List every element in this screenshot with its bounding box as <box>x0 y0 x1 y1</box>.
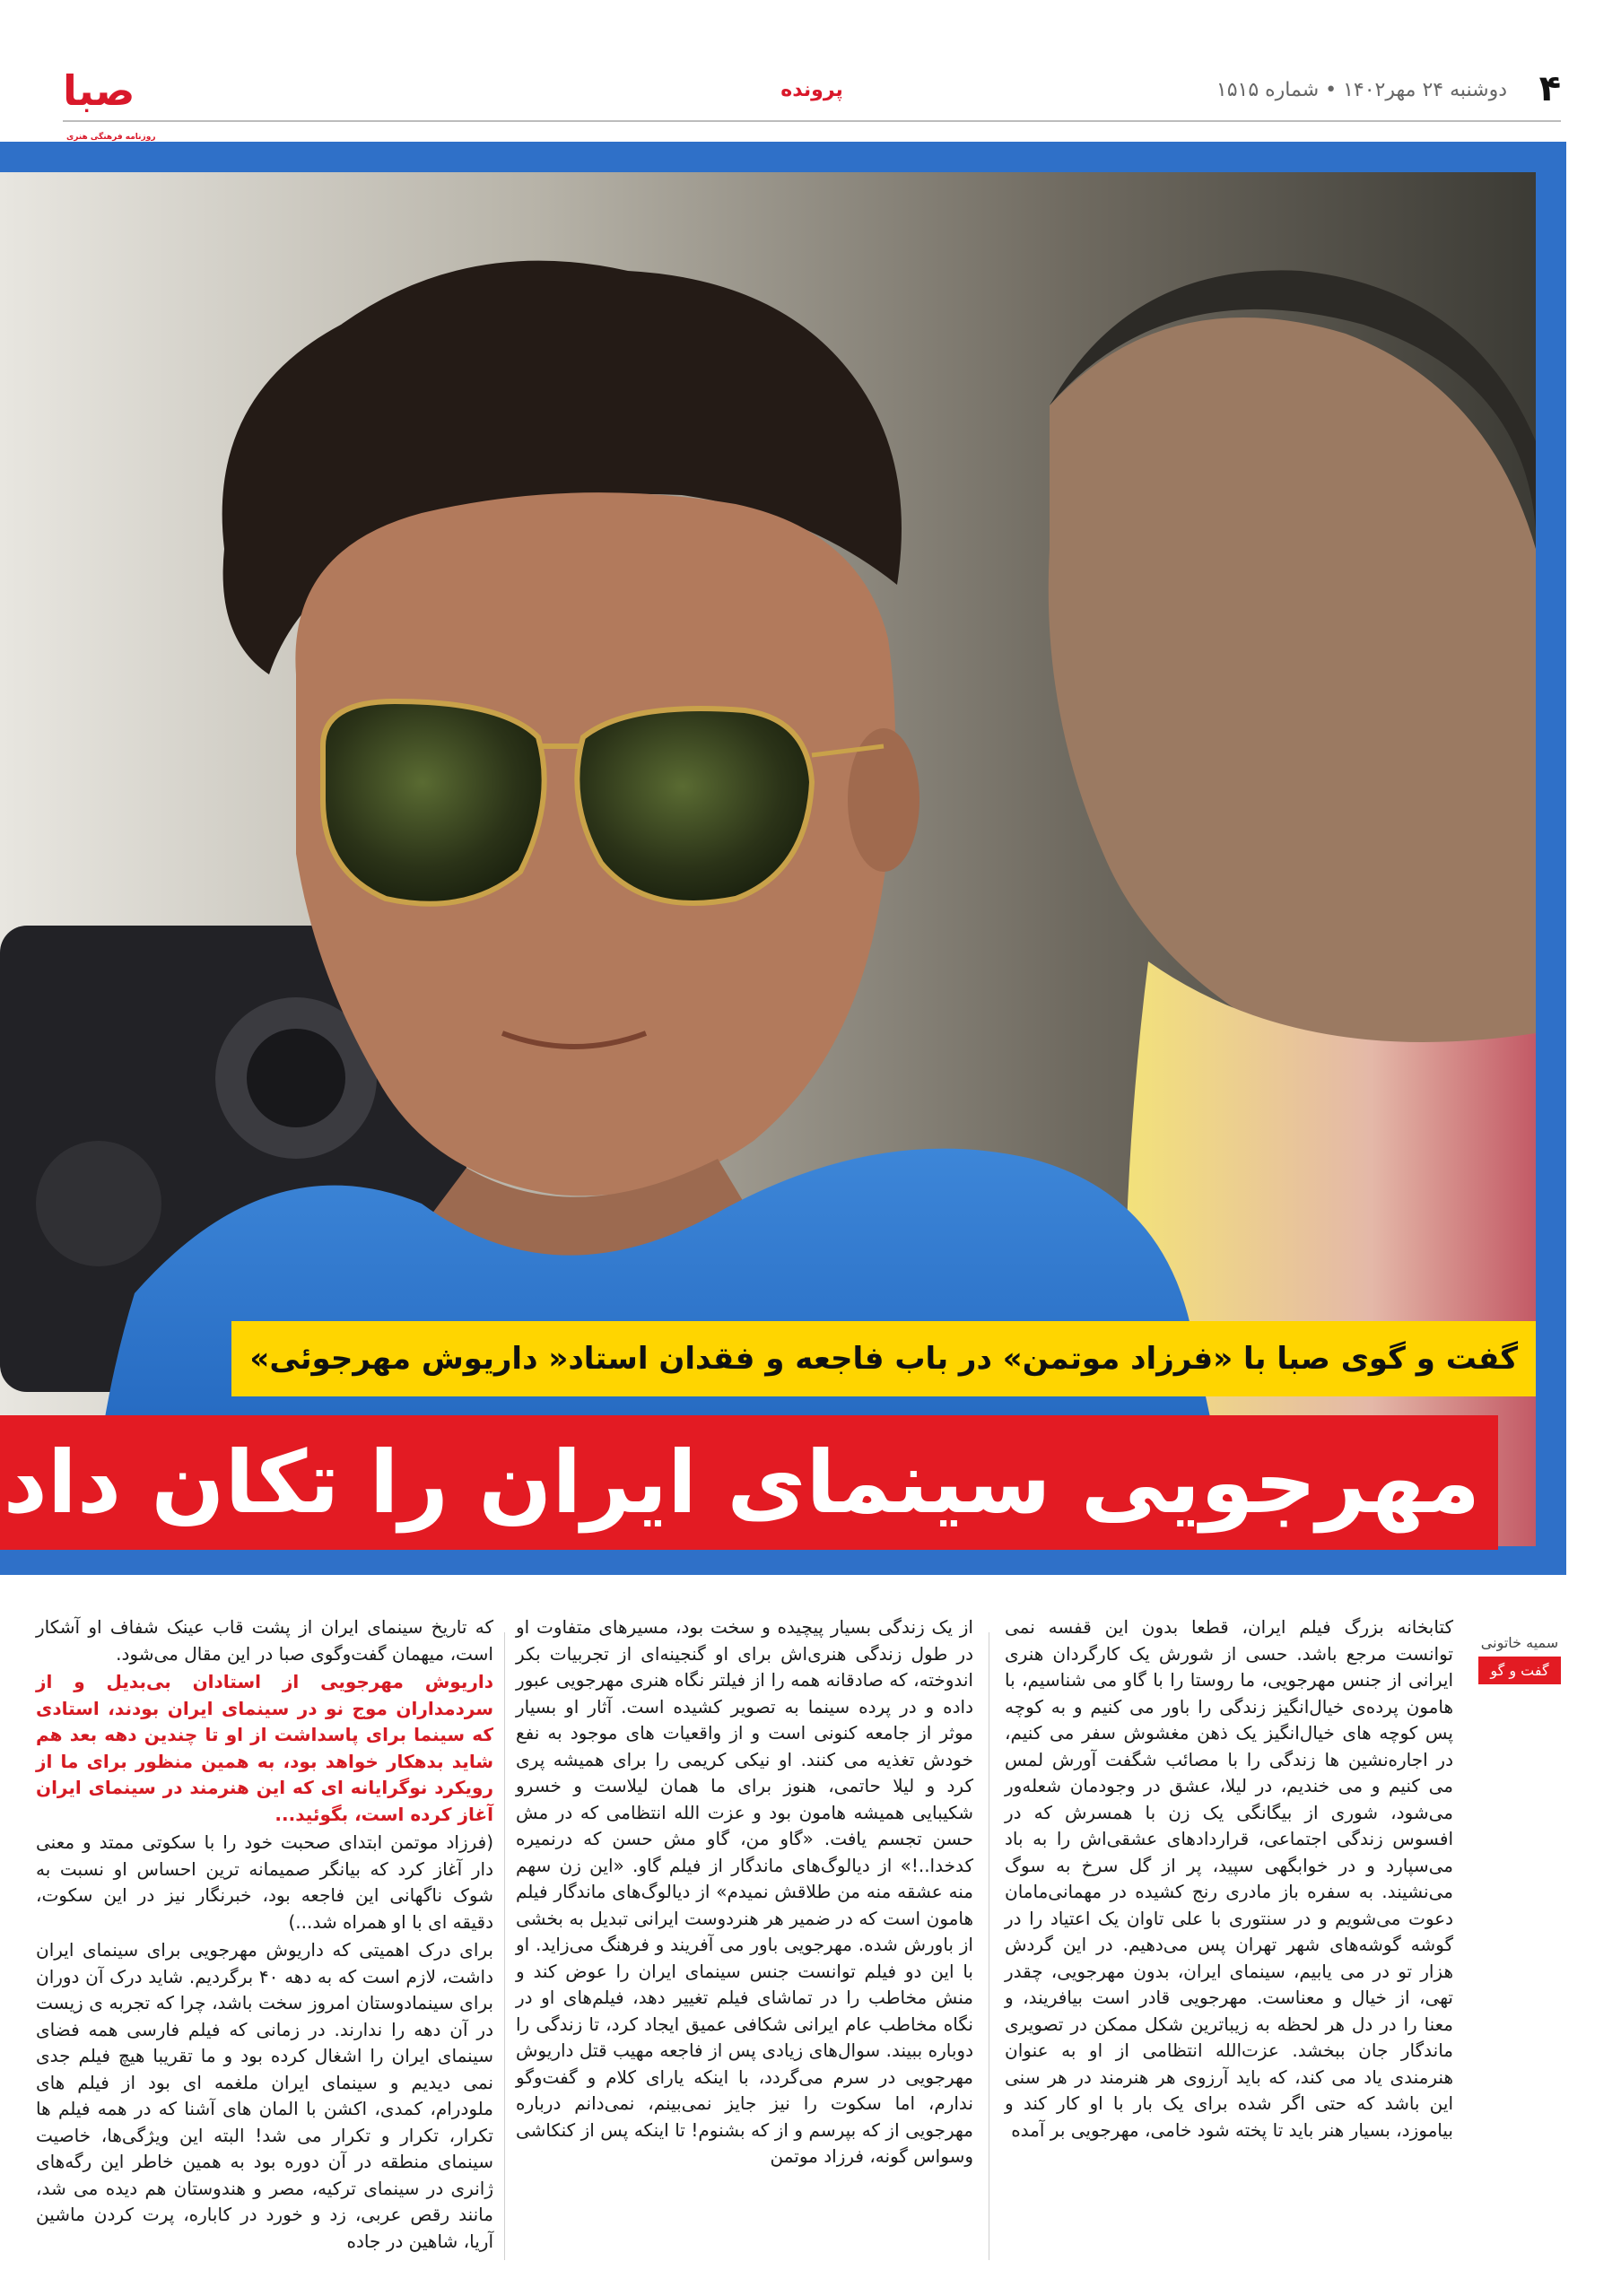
hero-frame <box>0 142 1566 1575</box>
article-column-1 <box>1005 1614 1453 2145</box>
headline-kicker: گفت و گوی صبا با «فرزاد موتمن» در باب فاجعه و فقدان استاد« داریوش مهرجوئی» <box>231 1321 1536 1396</box>
byline-tag: گفت و گو <box>1478 1657 1561 1684</box>
logo-text: صبا <box>63 66 135 115</box>
section-label: پرونده <box>780 79 843 101</box>
column-2-text: از یک زندگی بسیار پیچیده و سخت بود، مسیرهای متفاوت او در طول زندگی هنری‌اش برای او گنجینه‌ای از تجربیات بکر اندوخته، که صادقانه همه را از فیلتر نگاه هنری مهرجویی عبور داده و در پرده سینما به تصویر کشیده است. آثار او بسیار موثر از جامعه کنونی است و از واقعیات های موجود به نفع خودش تغذیه می کنند. او نیکی کریمی را برای همیشه پری کرد و لیلا حاتمی، هنوز برای ما همان لیلاست و خسرو شکیبایی همیشه هامون بود و عزت الله انتظامی که در مش حسن تجسم یافت. «گاو من، گاو مش حسن که درنمیره کدخدا..!» از دیالوگ‌های ماندگار از فیلم گاو. «این زن سهم منه عشقه منه من طلاقش نمیدم» از دیالوگ‌های ماندگار فیلم هامون است که در ضمیر هر هنردوست ایرانی تبدیل به بخشی از باورش شده. مهرجویی باور می آفریند و فرهنگ می‌زاید. او با این دو فیلم توانست جنس سینمای ایران را عوض کند و منش مخاطب را در تماشای فیلم تغییر دهد، فیلم‌های او در نگاه مخاطب عام ایرانی شکافی عمیق ایجاد کرد، تا زندگی را دوباره ببیند. سوال‌های زیادی پس از فاجعه مهیب قتل داریوش مهرجویی در سرم می‌گردد، با اینکه یارای کلام و گفت‌وگو ندارم، اما سکوت را نیز جایز نمی‌بینم، نمی‌دانم درباره مهرجویی از که بپرسم و از که بشنوم! تا اینکه پس از کنکاشی وسواس گونه، فرزاد موتمن <box>516 1616 973 2167</box>
column-1-text: کتابخانه بزرگ فیلم ایران، قطعا بدون این قفسه نمی توانست مرجع باشد. حسی از شورش یک کارگردان هنری ایرانی از جنس مهرجویی، ما روستا را با گاو می شناسیم، با هامون پرده‌ی خیال‌انگیز زندگی را باور می کنیم و به کوچه پس کوچه های خیال‌انگیز یک ذهن مغشوش سفر می کنیم، در اجاره‌نشین ها زندگی را با مصائب شگفت آورش لمس می کنیم و می خندیم، در لیلا، عشق در وجودمان شعله‌ور می‌شود، شوری از بیگانگی یک زن با همسرش که در افسوس زندگی اجتماعی، قراردادهای عشقی‌اش را به باد می‌سپارد و در خوابگهی سپید، پر از گل سرخ به سوگ می‌نشیند. به سفره باز مادری رنج کشیده در مهمانی‌مامان دعوت می‌شویم و در سنتوری با علی تاوان یک اعتیاد را در گوشه گوشه‌های شهر تهران پس می‌دهیم. در این گردش هزار تو در می یابیم، سینمای ایران، بدون مهرجویی، چقدر تهی، از خیال و معناست. مهرجویی قادر است بیافریند، و معنا را در دل هر لحظه به زیباترین شکل ممکن در تصویری ماندگار جان ببخشد. عزت‌الله انتظامی از او به عنوان هنرمندی یاد می کند، که باید آرزوی هر هنرمند در هر سنی این باشد که حتی اگر شده برای یک بار با او کار کند و بیاموزد، بسیار هنر باید تا پخته شود خامی، مهرجویی بر آمده <box>1005 1616 1453 2141</box>
logo-subtitle: روزنامه فرهنگی هنری <box>66 133 156 142</box>
headline-band <box>0 1415 1498 1550</box>
page-number: ۴ <box>1538 68 1561 109</box>
article-body <box>36 1614 1561 2278</box>
issue-date-number: دوشنبه ۲۴ مهر۱۴۰۲ • شماره ۱۵۱۵ <box>1216 79 1507 101</box>
column-3-paragraph-1: (فرزاد موتمن ابتدای صحبت خود را با سکوتی ممتد و معنی دار آغاز کرد که بیانگر صمیمانه ترین احساس او نسبت به شوک ناگهانی این فاجعه بود، خبرنگار نیز در این سکوت، دقیقه ای با او همراه شد...) <box>36 1831 493 1933</box>
article-column-3 <box>36 1614 493 2257</box>
column-3-paragraph-2: برای درک اهمیتی که داریوش مهرجویی برای سینمای ایران داشت، لازم است که به دهه ۴۰ برگردیم. شاید درک آن دوران برای سینمادوستان امروز سخت باشد، چرا که تجربه ی زیست در آن دهه را ندارند. در زمانی که فیلم فارسی همه فضای سینمای ایران را اشغال کرده بود و ما تقریبا هیچ فیلم جدی نمی دیدیم و سینمای ایران ملغمه ای بود از فیلم های ملودرام، کمدی، اکشن با المان های آشنا که در همه فیلم ها تکرار، تکرار و تکرار می شد! البته این ویژگی‌ها، خاصیت سینمای منطقه در آن دوره بود به همین خاطر این رگه‌های ژانری در سینمای ترکیه، مصر و هندوستان هم دیده می شد، مانند رقص عربی، زد و خورد در کاباره، پرت کردن ماشین آریا، شاهین در جاده <box>36 1939 493 2252</box>
article-column-2 <box>516 1614 973 2172</box>
page-header <box>63 63 1561 142</box>
header-divider <box>63 120 1561 122</box>
column-divider <box>504 1632 505 2260</box>
byline <box>1478 1627 1561 1684</box>
column-3-intro: که تاریخ سینمای ایران از پشت قاب عینک شفاف او آشکار است، میهمان گفت‌وگوی صبا در این مقال می‌شود. <box>36 1616 493 1665</box>
main-headline: مهرجویی سینمای ایران را تکان داد <box>3 1432 1480 1533</box>
byline-author: سمیه خاتونی <box>1480 1634 1559 1651</box>
interview-question: داریوش مهرجویی از استادان بی‌بدیل و از سردمداران موج نو در سینمای ایران بودند، استادی که سینما برای پاسداشت از او تا چندین دهه بعد هم شاید بدهکار خواهد بود، به همین منظور برای ما از رویکرد نوگرایانه ای که این هنرمند در سینمای ایران آغاز کرده است، بگوئید... <box>36 1671 493 1825</box>
